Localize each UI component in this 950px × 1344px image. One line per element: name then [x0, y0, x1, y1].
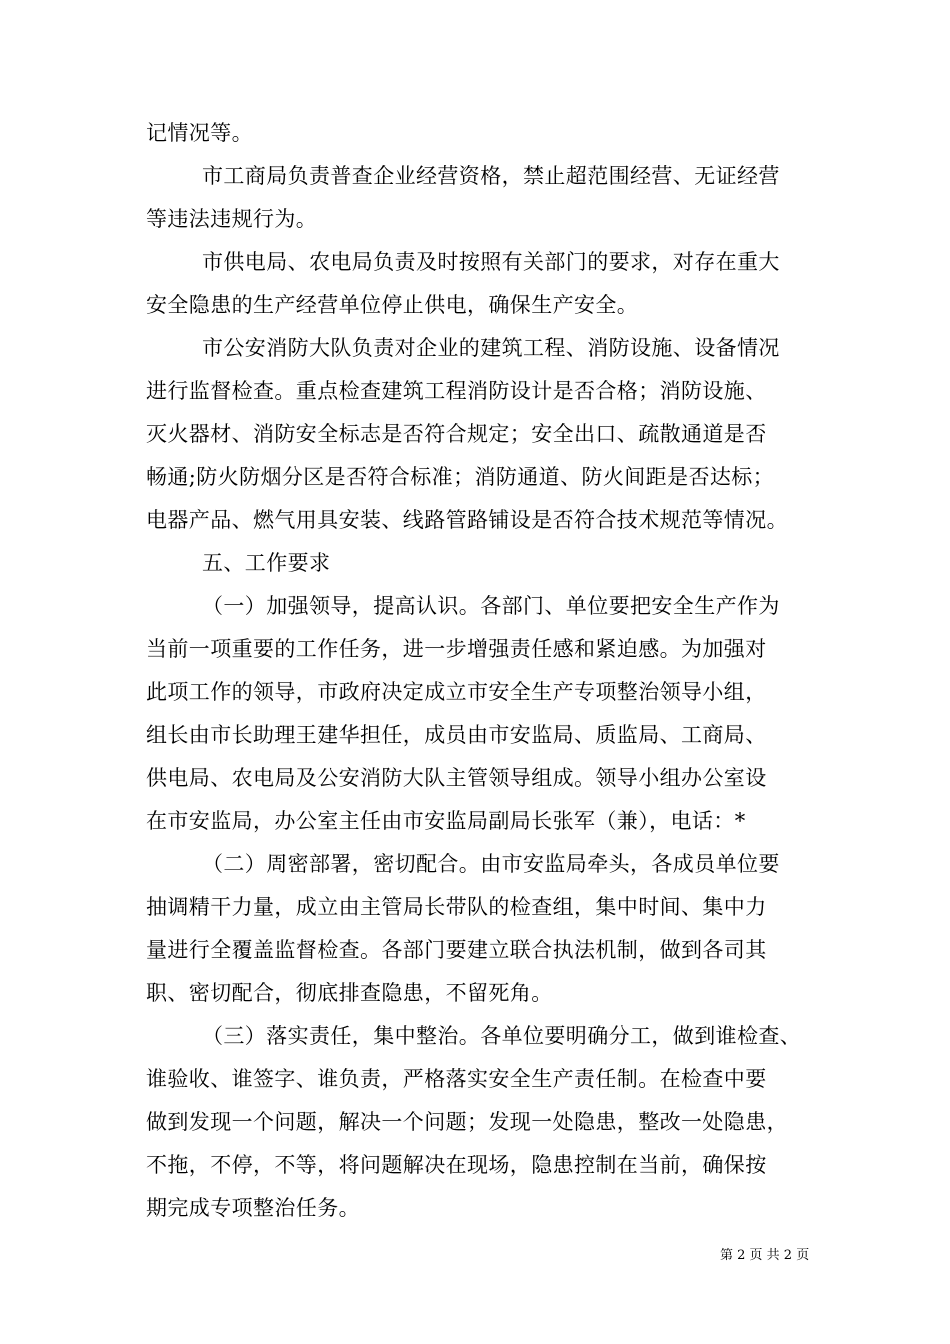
text-line: 此项工作的领导，市政府决定成立市安全生产专项整治领导小组， [146, 680, 767, 704]
text-line: 灭火器材、消防安全标志是否符合规定；安全出口、疏散通道是否 [146, 422, 767, 446]
text-line: 谁验收、谁签字、谁负责，严格落实安全生产责任制。在检查中要 [146, 1067, 767, 1091]
text-line: 市工商局负责普查企业经营资格，禁止超范围经营、无证经营 [202, 164, 780, 188]
text-line: 抽调精干力量，成立由主管局长带队的检查组，集中时间、集中力 [146, 895, 767, 919]
text-line: 量进行全覆盖监督检查。各部门要建立联合执法机制，做到各司其 [146, 938, 767, 962]
text-line: 市供电局、农电局负责及时按照有关部门的要求，对存在重大 [202, 250, 780, 274]
section-heading: 五、工作要求 [202, 551, 331, 575]
text-line: 不拖，不停，不等，将问题解决在现场，隐患控制在当前，确保按 [146, 1153, 767, 1177]
text-line: 组长由市长助理王建华担任，成员由市安监局、质监局、工商局、 [146, 723, 767, 747]
text-line: 供电局、农电局及公安消防大队主管领导组成。领导小组办公室设 [146, 766, 767, 790]
text-line: 期完成专项整治任务。 [146, 1196, 360, 1220]
text-line: 做到发现一个问题，解决一个问题；发现一处隐患，整改一处隐患， [146, 1110, 788, 1134]
text-line: 电器产品、燃气用具安装、线路管路铺设是否符合技术规范等情况。 [146, 508, 788, 532]
text-line: 进行监督检查。重点检查建筑工程消防设计是否合格；消防设施、 [146, 379, 767, 403]
text-line: 畅通;防火防烟分区是否符合标准；消防通道、防火间距是否达标； [146, 465, 775, 489]
page-number: 第 2 页 共 2 页 [720, 1248, 810, 1263]
text-line: 当前一项重要的工作任务，进一步增强责任感和紧迫感。为加强对 [146, 637, 767, 661]
text-line: 在市安监局，办公室主任由市安监局副局长张军（兼），电话：* [146, 809, 746, 833]
document-body [146, 112, 806, 1230]
text-line: 市公安消防大队负责对企业的建筑工程、消防设施、设备情况 [202, 336, 780, 360]
text-line: 职、密切配合，彻底排查隐患，不留死角。 [146, 981, 553, 1005]
text-line: 安全隐患的生产经营单位停止供电，确保生产安全。 [146, 293, 639, 317]
text-line: （三）落实责任，集中整治。各单位要明确分工，做到谁检查、 [202, 1024, 802, 1048]
text-line: （一）加强领导，提高认识。各部门、单位要把安全生产作为 [202, 594, 780, 618]
text-line: （二）周密部署，密切配合。由市安监局牵头，各成员单位要 [202, 852, 780, 876]
text-line: 等违法违规行为。 [146, 207, 318, 231]
text-line: 记情况等。 [146, 121, 253, 145]
